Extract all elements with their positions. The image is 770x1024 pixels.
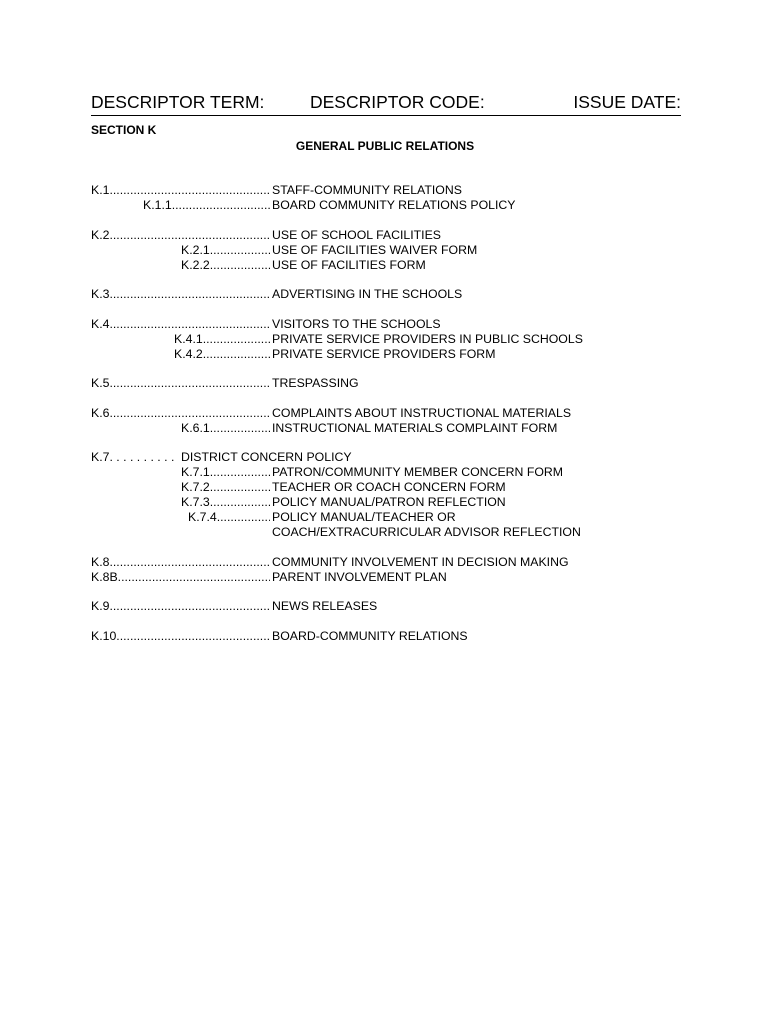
- toc-entry-k2: [0, 228, 770, 243]
- toc-entry-k6: [0, 406, 770, 421]
- toc-code: K.5 .....: [91, 376, 270, 391]
- toc-code: K.7.2 .....: [181, 480, 270, 495]
- toc-code: K.4 .....: [91, 317, 270, 332]
- toc-title: STAFF-COMMUNITY RELATIONS: [272, 183, 462, 197]
- toc-entry-k1-1: [0, 198, 770, 213]
- toc-title: PATRON/COMMUNITY MEMBER CONCERN FORM: [272, 465, 564, 479]
- toc-entry-k4-2: [0, 347, 770, 362]
- issue-date-label: ISSUE DATE:: [573, 92, 681, 112]
- toc-title: COACH/EXTRACURRICULAR ADVISOR REFLECTION: [272, 525, 581, 539]
- toc-code: K.4.2 .....: [174, 347, 270, 362]
- toc-title: USE OF FACILITIES WAIVER FORM: [272, 242, 478, 257]
- toc-entry-k2-1: [0, 243, 770, 258]
- toc-entry-k10: [0, 629, 770, 644]
- section-title-text: GENERAL PUBLIC RELATIONS: [295, 139, 475, 153]
- toc-entry-k4: [0, 317, 770, 332]
- toc-title: BOARD-COMMUNITY RELATIONS: [272, 628, 468, 643]
- toc-title: BOARD COMMUNITY RELATIONS POLICY: [272, 198, 516, 212]
- toc-title: POLICY MANUAL/TEACHER OR: [272, 510, 456, 524]
- toc-code: K.1.1 .....: [143, 198, 270, 213]
- toc-code: K.7. . . . . . . . . .: [91, 450, 175, 464]
- table-of-contents: [0, 183, 770, 644]
- toc-code: K.7.4 .....: [188, 510, 270, 525]
- toc-title: COMPLAINTS ABOUT INSTRUCTIONAL MATERIALS: [272, 405, 572, 420]
- toc-code: K.2 .....: [91, 228, 270, 243]
- toc-entry-k2-2: [0, 258, 770, 273]
- toc-code: K.2.1 .....: [181, 243, 270, 258]
- section-title: [0, 139, 770, 153]
- toc-title: USE OF FACILITIES FORM: [272, 257, 426, 272]
- toc-entry-k7-3: [0, 495, 770, 510]
- toc-entry-k7: [0, 450, 770, 465]
- toc-title: ADVERTISING IN THE SCHOOLS: [272, 287, 463, 301]
- section-label: SECTION K: [91, 123, 157, 137]
- toc-entry-k9: [0, 599, 770, 614]
- toc-title: PRIVATE SERVICE PROVIDERS FORM: [272, 346, 496, 361]
- toc-title: INSTRUCTIONAL MATERIALS COMPLAINT FORM: [272, 420, 558, 435]
- toc-code: K.9 .....: [91, 599, 270, 614]
- descriptor-term-label: DESCRIPTOR TERM:: [91, 92, 265, 112]
- toc-entry-k3: [0, 287, 770, 302]
- toc-code: K.4.1 .....: [174, 332, 270, 347]
- descriptor-code-label: DESCRIPTOR CODE:: [310, 92, 485, 112]
- toc-code: K.10 .....: [91, 629, 270, 644]
- toc-entry-k7-1: [0, 465, 770, 480]
- toc-entry-k7-4: [0, 510, 770, 525]
- toc-code: K.6 .....: [91, 406, 270, 421]
- toc-title: POLICY MANUAL/PATRON REFLECTION: [272, 495, 506, 509]
- toc-title: NEWS RELEASES: [272, 599, 378, 613]
- toc-code: K.1 .....: [91, 183, 270, 198]
- toc-code: K.8B .....: [91, 570, 270, 585]
- toc-entry-k8: [0, 555, 770, 570]
- toc-title: TEACHER OR COACH CONCERN FORM: [272, 480, 506, 494]
- toc-entry-k6-1: [0, 421, 770, 436]
- toc-title: VISITORS TO THE SCHOOLS: [272, 316, 441, 331]
- toc-entry-k5: [0, 376, 770, 391]
- toc-code: K.8 .....: [91, 555, 270, 570]
- toc-entry-k8b: [0, 570, 770, 585]
- toc-entry-k7-2: [0, 480, 770, 495]
- toc-code: K.7.3 .....: [181, 495, 270, 510]
- toc-title: PARENT INVOLVEMENT PLAN: [272, 569, 447, 584]
- toc-title: USE OF SCHOOL FACILITIES: [272, 227, 442, 242]
- toc-code: K.6.1 .....: [181, 421, 270, 436]
- toc-entry-k4-1: [0, 332, 770, 347]
- toc-title: COMMUNITY INVOLVEMENT IN DECISION MAKING: [272, 554, 569, 569]
- toc-code: K.3 .....: [91, 287, 270, 302]
- toc-entry-k7-4-continued: [0, 525, 770, 540]
- descriptor-header: [91, 91, 681, 116]
- toc-code: K.7.1 .....: [181, 465, 270, 480]
- toc-title: PRIVATE SERVICE PROVIDERS IN PUBLIC SCHOOLS: [272, 331, 583, 346]
- toc-code: K.2.2 .....: [181, 258, 270, 273]
- toc-title: DISTRICT CONCERN POLICY: [181, 450, 352, 464]
- toc-title: TRESPASSING: [272, 376, 359, 390]
- toc-entry-k1: [0, 183, 770, 198]
